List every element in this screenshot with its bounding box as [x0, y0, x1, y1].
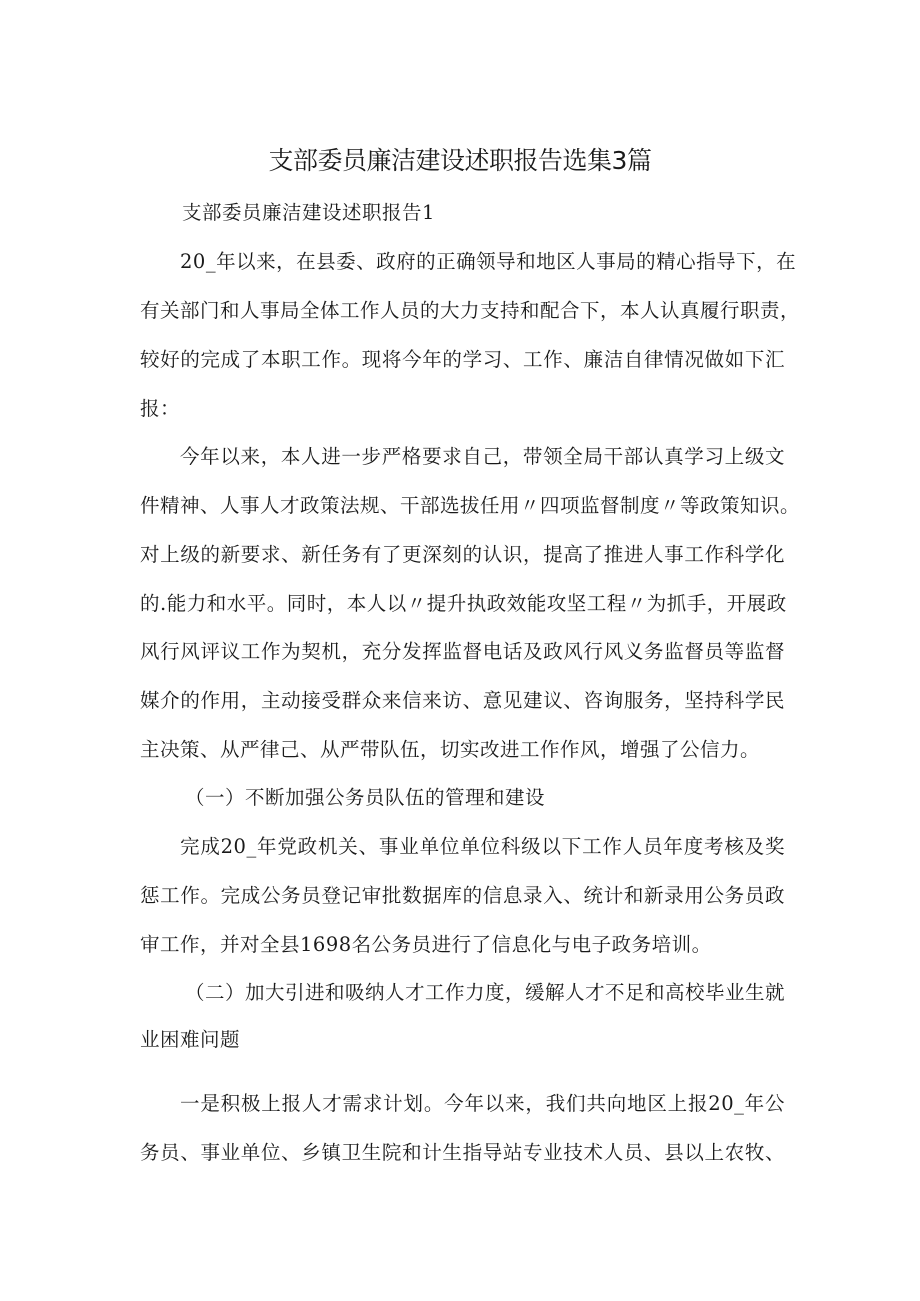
paragraph-line: 完成20_年党政机关、事业单位单位科级以下工作人员年度考核及奖: [180, 835, 785, 858]
paragraph-line: 对上级的新要求、新任务有了更深刻的认识，提高了推进人事工作科学化: [140, 543, 785, 566]
section-heading-continued: 业困难问题: [140, 1028, 241, 1051]
paragraph-line: 报：: [140, 397, 181, 420]
paragraph-line: 主决策、从严律己、从严带队伍，切实改进工作作风，增强了公信力。: [140, 738, 761, 761]
paragraph-line: 件精神、人事人才政策法规、干部选拔任用〃四项监督制度〃等政策知识。: [140, 494, 801, 517]
report-subtitle: 支部委员廉洁建设述职报告1: [182, 201, 435, 224]
paragraph-line: 媒介的作用，主动接受群众来信来访、意见建议、咨询服务，坚持科学民: [140, 689, 785, 712]
section-heading: （一）不断加强公务员队伍的管理和建设: [185, 786, 546, 809]
paragraph-line: 一是积极上报人才需求计划。今年以来，我们共向地区上报20_年公: [180, 1092, 785, 1115]
section-heading: （二）加大引进和吸纳人才工作力度，缓解人才不足和高校毕业生就: [185, 981, 786, 1004]
paragraph-line: 20_年以来，在县委、政府的正确领导和地区人事局的精心指导下，在: [180, 250, 797, 273]
paragraph-line: 审工作，并对全县1698名公务员进行了信息化与电子政务培训。: [140, 933, 712, 956]
paragraph-line: 较好的完成了本职工作。现将今年的学习、工作、廉洁自律情况做如下汇: [140, 348, 785, 371]
paragraph-line: 的.能力和水平。同时，本人以〃提升执政效能攻坚工程〃为抓手，开展政: [140, 592, 787, 615]
paragraph-line: 务员、事业单位、乡镇卫生院和计生指导站专业技术人员、县以上农牧、: [140, 1141, 785, 1164]
document-title: 支部委员廉洁建设述职报告选集3篇: [268, 146, 652, 175]
paragraph-line: 有关部门和人事局全体工作人员的大力支持和配合下，本人认真履行职责，: [140, 299, 801, 322]
paragraph-line: 风行风评议工作为契机，充分发挥监督电话及政风行风义务监督员等监督: [140, 640, 785, 663]
paragraph-line: 今年以来，本人进一步严格要求自己，带领全局干部认真学习上级文: [180, 445, 785, 468]
paragraph-line: 惩工作。完成公务员登记审批数据库的信息录入、统计和新录用公务员政: [140, 884, 785, 907]
